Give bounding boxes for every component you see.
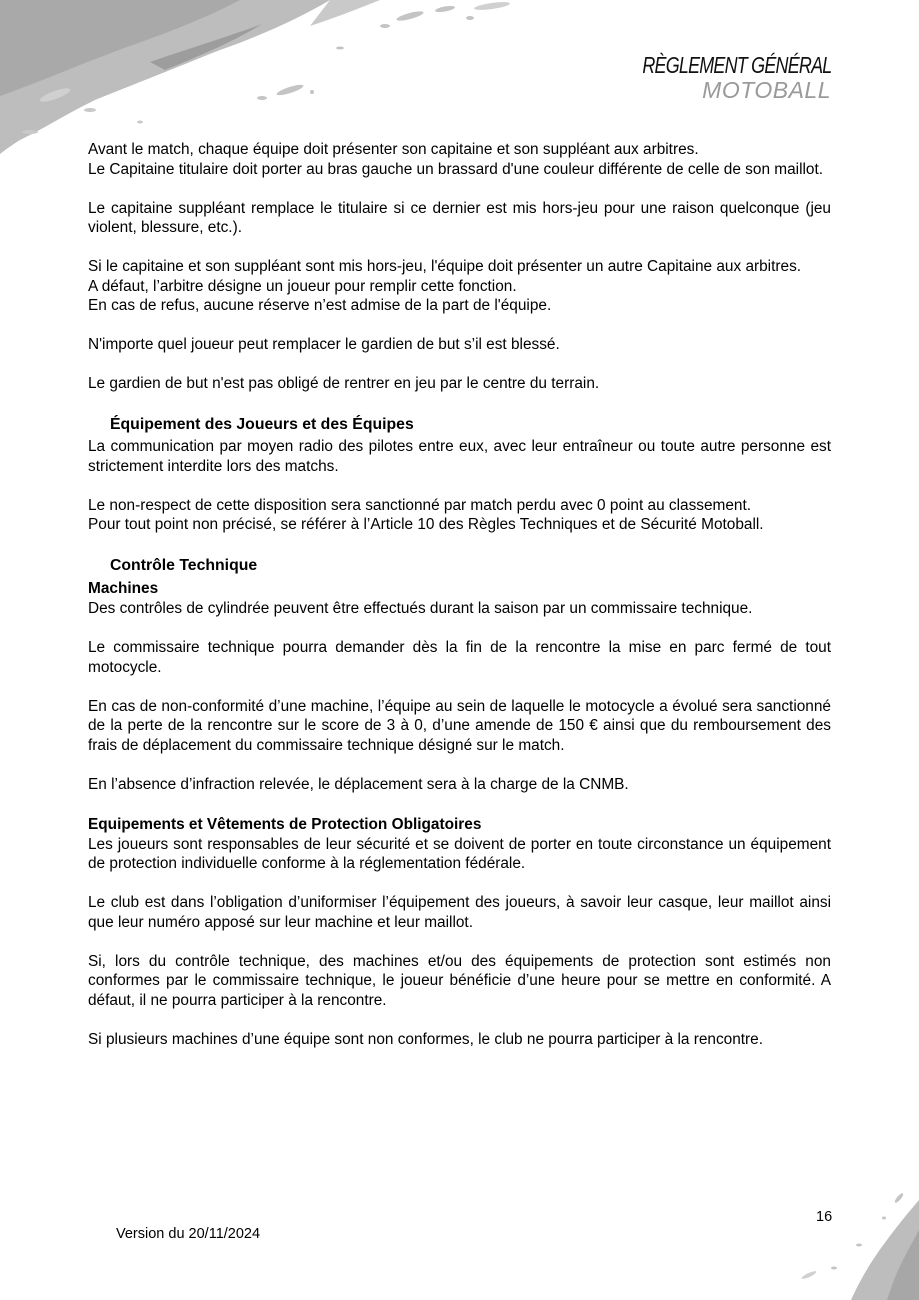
paragraph: N'importe quel joueur peut remplacer le gardien de but s’il est blessé. [88,336,560,353]
paragraph: Le non-respect de cette disposition sera sanctionné par match perdu avec 0 point au classement. [88,496,752,514]
paragraph: A défaut, l’arbitre désigne un joueur pour remplir cette fonction. [88,277,517,295]
paragraph: Si le capitaine et son suppléant sont mis hors-jeu, l'équipe doit présenter un autre Capitaine aux arbitres. [88,258,802,275]
subheading-machines: Machines [88,580,159,597]
footer-version: Version du 20/11/2024 [116,1226,261,1242]
paragraph: En l’absence d’infraction relevée, le déplacement sera à la charge de la CNMB. [88,775,629,793]
paragraph: Pour tout point non précisé, se référer à l’Article 10 des Règles Techniques et de Sécurité Motoball. [88,516,764,533]
brand-subtitle: MOTOBALL [702,77,831,103]
paragraph: Les joueurs sont responsables de leur sécurité et se doivent de porter en toute circonstance un équipement de protection individuelle conforme à la réglementation fédérale. [88,835,831,872]
page-number: 16 [816,1209,833,1225]
section-heading-equipment: Équipement des Joueurs et des Équipes [110,416,414,433]
section-heading-technical-control: Contrôle Technique [110,557,258,574]
brand-header [589,52,831,102]
document-body [88,140,831,1069]
paragraph: En cas de non-conformité d’une machine, l’équipe au sein de laquelle le motocycle a évolué sera sanctionné de la perte de la rencontre sur le score de 3 à 0, d’une amende de 150 € ainsi que du remboursement des frais de déplacement du commissaire technique désigné sur le match. [88,697,831,754]
paragraph: Si plusieurs machines d’une équipe sont non conformes, le club ne pourra participer à la rencontre. [88,1030,764,1048]
paragraph: Le club est dans l’obligation d’uniformiser l’équipement des joueurs, à savoir leur casque, leur maillot ainsi que leur numéro apposé sur leur machine et leur maillot. [88,894,831,931]
paragraph: Le capitaine suppléant remplace le titulaire si ce dernier est mis hors-jeu pour une raison quelconque (jeu violent, blessure, etc.). [88,199,831,236]
paragraph: Avant le match, chaque équipe doit présenter son capitaine et son suppléant aux arbitres. [88,141,699,158]
paragraph: Si, lors du contrôle technique, des machines et/ou des équipements de protection sont estimés non conformes par le commissaire technique, le joueur bénéficie d’une heure pour se mettre en conformité. A défaut, il ne pourra participer à la rencontre. [88,952,831,1009]
paragraph: Des contrôles de cylindrée peuvent être effectués durant la saison par un commissaire technique. [88,600,753,617]
brand-title: RÈGLEMENT GÉNÉRAL [641,52,831,78]
paragraph: Le Capitaine titulaire doit porter au bras gauche un brassard d'une couleur différente de celle de son maillot. [88,160,824,178]
paragraph: La communication par moyen radio des pilotes entre eux, avec leur entraîneur ou toute autre personne est strictement interdite lors des matchs. [88,438,831,475]
decorative-brush-bottom [739,1190,919,1300]
paragraph: Le commissaire technique pourra demander dès la fin de la rencontre la mise en parc fermé de tout motocycle. [88,639,831,676]
paragraph: Le gardien de but n'est pas obligé de rentrer en jeu par le centre du terrain. [88,375,600,392]
subheading-protection: Equipements et Vêtements de Protection Obligatoires [88,815,482,833]
paragraph: En cas de refus, aucune réserve n’est admise de la part de l'équipe. [88,297,552,314]
